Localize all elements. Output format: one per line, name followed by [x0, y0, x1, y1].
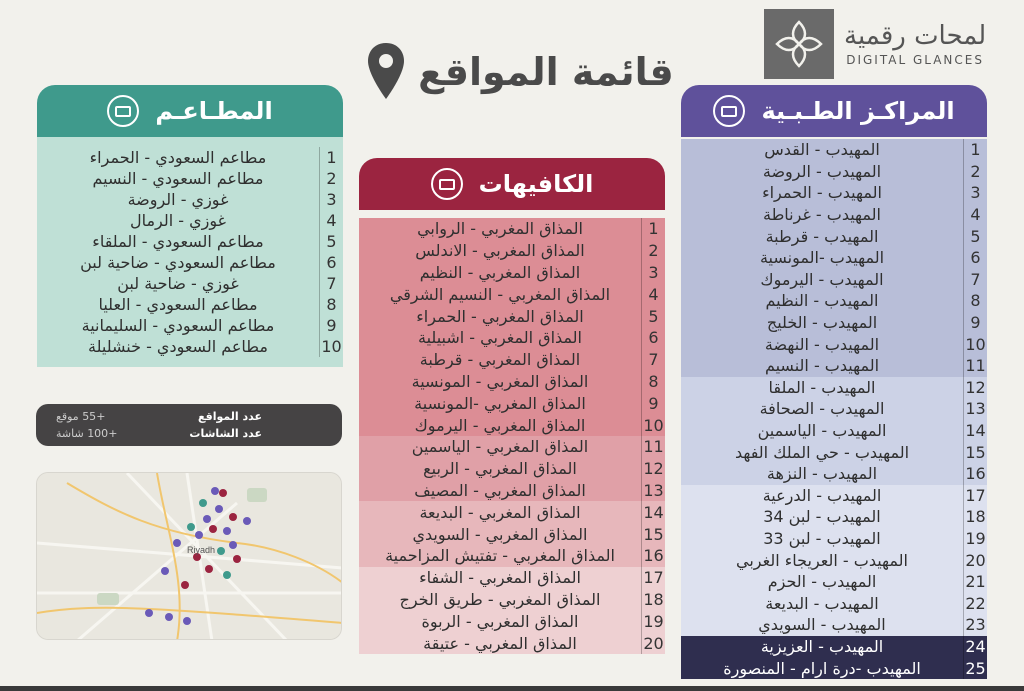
- list-item-label: المذاق المغربي - طريق الخرج: [399, 589, 601, 609]
- list-item: [37, 168, 343, 189]
- list-item-label: مطاعم السعودي - خنشليلة: [87, 337, 268, 356]
- list-item-number: 12: [641, 458, 665, 480]
- list-item-number: 4: [319, 210, 343, 231]
- locations-map: [36, 472, 342, 640]
- list-item-number: 20: [963, 549, 987, 571]
- list-item: [681, 592, 987, 614]
- list-item: [359, 414, 665, 436]
- list-item-label: غوزي - الرمال: [129, 211, 227, 230]
- list-item: [37, 189, 343, 210]
- list-item-label: المذاق المغربي - قرطبة: [419, 350, 581, 370]
- list-item: [681, 506, 987, 528]
- list-item-number: 4: [963, 204, 987, 226]
- list-item: [681, 355, 987, 377]
- list-item-label: المذاق المغربي - تفتيش المزاحمية: [385, 546, 615, 566]
- tv-screen-icon: [713, 95, 745, 127]
- list-item-label: المذاق المغربي -المونسية: [414, 393, 586, 413]
- logo-arabic-text: لمحات رقمية: [844, 21, 987, 51]
- screens-count-label: عدد الشاشات: [189, 427, 262, 440]
- list-item: [37, 315, 343, 336]
- list-item: [681, 528, 987, 550]
- list-item: [359, 240, 665, 262]
- list-item-number: 6: [641, 327, 665, 349]
- list-item-label: المذاق المغربي - النظيم: [419, 262, 581, 282]
- list-item-number: 24: [963, 636, 987, 658]
- list-item-label: مطاعم السعودي - السليمانية: [81, 316, 275, 335]
- list-item-label: المهيدب - الروضة: [762, 161, 882, 181]
- list-item-label: المهيدب - الصحافة: [759, 399, 885, 419]
- list-item-label: مطاعم السعودي - النسيم: [92, 169, 264, 188]
- list-item-label: المهيدب - الخليج: [766, 313, 878, 333]
- list-item: [359, 458, 665, 480]
- brand-logo: [764, 8, 1004, 80]
- list-item: [681, 636, 987, 658]
- list-item: [681, 161, 987, 183]
- list-item-number: 12: [963, 377, 987, 399]
- list-item-label: مطاعم السعودي - الحمراء: [89, 148, 267, 167]
- list-item-label: المهيدب - البديعة: [765, 593, 879, 613]
- list-item: [681, 139, 987, 161]
- medical-centers-list: [681, 137, 987, 684]
- list-item-number: 10: [641, 414, 665, 436]
- medical-centers-heading: المراكـز الطـبـية: [761, 97, 955, 125]
- list-item-label: المهيدب - الملقا: [768, 377, 876, 397]
- list-item: [359, 501, 665, 523]
- tv-screen-icon: [431, 168, 463, 200]
- list-item: [681, 441, 987, 463]
- list-item-label: المهيدب - النهضة: [764, 334, 880, 354]
- map-graphic: [37, 473, 342, 640]
- list-item-number: 16: [963, 463, 987, 485]
- list-item-number: 9: [963, 312, 987, 334]
- list-item-number: 5: [319, 231, 343, 252]
- list-item-number: 14: [641, 501, 665, 523]
- list-item-label: المهيدب - النزهة: [766, 464, 878, 484]
- list-item-label: المذاق المغربي - البديعة: [419, 502, 581, 522]
- list-item: [359, 545, 665, 567]
- list-item: [681, 333, 987, 355]
- list-item: [359, 349, 665, 371]
- list-item: [681, 225, 987, 247]
- list-item: [359, 567, 665, 589]
- cafes-header: [359, 158, 665, 210]
- list-item-number: 2: [963, 161, 987, 183]
- list-item: [359, 632, 665, 654]
- sites-count-value: +55 موقع: [56, 410, 106, 423]
- list-item-number: 7: [641, 349, 665, 371]
- list-item: [681, 247, 987, 269]
- list-item-number: 20: [641, 632, 665, 654]
- list-item-label: المهيدب - السويدي: [758, 615, 886, 635]
- list-item-number: 10: [963, 333, 987, 355]
- list-item-number: 18: [641, 589, 665, 611]
- list-item-label: المهيدب - الدرعية: [762, 485, 882, 505]
- list-item: [359, 327, 665, 349]
- medical-centers-header: [681, 85, 987, 137]
- list-item: [359, 392, 665, 414]
- list-item-label: مطاعم السعودي - الملقاء: [92, 232, 264, 251]
- list-item-number: 25: [963, 657, 987, 679]
- cafes-heading: الكافيهات: [478, 170, 594, 198]
- list-item: [681, 549, 987, 571]
- list-item-number: 1: [641, 218, 665, 240]
- cafes-list: [359, 210, 665, 660]
- list-item-label: المذاق المغربي - الياسمين: [411, 437, 589, 457]
- list-item: [37, 336, 343, 357]
- list-item-number: 6: [319, 252, 343, 273]
- logo-mark-icon: [764, 9, 834, 79]
- list-item: [359, 523, 665, 545]
- list-item-number: 18: [963, 506, 987, 528]
- list-item: [681, 485, 987, 507]
- list-item: [359, 218, 665, 240]
- list-item-label: المهيدب - الحمراء: [762, 183, 882, 203]
- page-header: [360, 42, 680, 102]
- list-item: [681, 657, 987, 679]
- list-item-number: 3: [963, 182, 987, 204]
- list-item: [359, 610, 665, 632]
- list-item-label: المهيدب - الياسمين: [757, 421, 887, 441]
- list-item-label: المذاق المغربي - النسيم الشرقي: [389, 284, 611, 304]
- list-item: [37, 231, 343, 252]
- list-item-label: المهيدب - اليرموك: [760, 269, 884, 289]
- list-item-number: 10: [319, 336, 343, 357]
- screens-count-value: +100 شاشة: [56, 427, 118, 440]
- list-item-number: 23: [963, 614, 987, 636]
- tv-screen-icon: [107, 95, 139, 127]
- list-item: [681, 204, 987, 226]
- list-item-number: 7: [319, 273, 343, 294]
- list-item-label: المذاق المغربي - الروابي: [417, 219, 583, 239]
- list-item-number: 11: [963, 355, 987, 377]
- list-item: [681, 182, 987, 204]
- list-item-label: المهيدب -المونسية: [759, 248, 885, 268]
- list-item-number: 17: [963, 485, 987, 507]
- list-item: [681, 398, 987, 420]
- list-item-number: 8: [963, 290, 987, 312]
- list-item-label: المهيدب - العريجاء الغربي: [736, 550, 908, 570]
- list-item-label: المهيدب - حي الملك الفهد: [734, 442, 910, 462]
- list-item-label: المذاق المغربي - المونسية: [411, 371, 589, 391]
- list-item-number: 19: [641, 610, 665, 632]
- map-city-label: Riyadh: [187, 545, 216, 555]
- list-item: [37, 147, 343, 168]
- list-item-label: مطاعم السعودي - العليا: [98, 295, 258, 314]
- list-item: [359, 589, 665, 611]
- list-item-number: 7: [963, 269, 987, 291]
- list-item-number: 4: [641, 283, 665, 305]
- list-item-number: 11: [641, 436, 665, 458]
- list-item-label: المهيدب - غرناطة: [762, 205, 881, 225]
- list-item-number: 22: [963, 592, 987, 614]
- list-item: [681, 420, 987, 442]
- list-item-label: المهيدب - لبن 34: [763, 507, 881, 527]
- list-item: [681, 571, 987, 593]
- list-item-label: المذاق المغربي - الربيع: [423, 459, 577, 479]
- list-item: [359, 283, 665, 305]
- list-item-number: 17: [641, 567, 665, 589]
- list-item-number: 13: [963, 398, 987, 420]
- list-item: [681, 269, 987, 291]
- list-item-label: غوزي - الروضة: [127, 190, 229, 209]
- bottom-bar: [0, 686, 1024, 691]
- page-title: قائمة المواقع: [418, 50, 674, 94]
- list-item-label: المهيدب -درة ارام - المنصورة: [723, 658, 921, 678]
- list-item: [359, 480, 665, 502]
- list-item: [37, 210, 343, 231]
- list-item: [359, 305, 665, 327]
- list-item-number: 15: [963, 441, 987, 463]
- list-item-label: المذاق المغربي - الشفاء: [419, 568, 581, 588]
- list-item-label: مطاعم السعودي - ضاحية لبن: [80, 253, 276, 272]
- list-item: [359, 262, 665, 284]
- list-item-label: المهيدب - النسيم: [764, 356, 880, 376]
- list-item: [681, 290, 987, 312]
- list-item-number: 14: [963, 420, 987, 442]
- list-item-label: المهيدب - العزيزية: [760, 636, 884, 656]
- list-item-number: 3: [641, 262, 665, 284]
- list-item-label: المذاق المغربي - اشبيلية: [418, 328, 582, 348]
- list-item: [681, 614, 987, 636]
- location-pin-icon: [366, 41, 406, 103]
- list-item-label: المذاق المغربي - المصيف: [414, 480, 586, 500]
- list-item-number: 5: [963, 225, 987, 247]
- list-item: [681, 377, 987, 399]
- list-item: [37, 294, 343, 315]
- list-item-number: 13: [641, 480, 665, 502]
- list-item-number: 21: [963, 571, 987, 593]
- list-item-number: 8: [319, 294, 343, 315]
- list-item-number: 9: [641, 392, 665, 414]
- list-item-label: المذاق المغربي - عتيقة: [423, 633, 577, 653]
- list-item-number: 2: [641, 240, 665, 262]
- list-item-label: المهيدب - النظيم: [765, 291, 879, 311]
- restaurants-list: [37, 137, 343, 367]
- list-item-label: المذاق المغربي - اليرموك: [414, 415, 586, 435]
- list-item-label: المهيدب - القدس: [764, 140, 880, 160]
- stats-box: [36, 404, 342, 446]
- list-item-label: المذاق المغربي - الربوة: [421, 611, 579, 631]
- list-item-number: 16: [641, 545, 665, 567]
- list-item: [359, 371, 665, 393]
- list-item-number: 15: [641, 523, 665, 545]
- list-item-label: المذاق المغربي - الحمراء: [416, 306, 584, 326]
- list-item-number: 9: [319, 315, 343, 336]
- list-item-label: المهيدب - لبن 33: [763, 528, 881, 548]
- list-item: [681, 463, 987, 485]
- list-item: [681, 312, 987, 334]
- list-item-label: المذاق المغربي - الاندلس: [415, 241, 585, 261]
- list-item-number: 3: [319, 189, 343, 210]
- restaurants-heading: المطـاعـم: [155, 97, 273, 125]
- list-item: [37, 252, 343, 273]
- list-item: [359, 436, 665, 458]
- list-item-label: المهيدب - الحزم: [767, 572, 877, 592]
- list-item-number: 8: [641, 371, 665, 393]
- list-item-number: 19: [963, 528, 987, 550]
- list-item-number: 1: [319, 147, 343, 168]
- list-item-label: المذاق المغربي - السويدي: [412, 524, 588, 544]
- list-item: [37, 273, 343, 294]
- logo-english-text: DIGITAL GLANCES: [846, 53, 984, 67]
- list-item-number: 5: [641, 305, 665, 327]
- sites-count-label: عدد المواقع: [197, 410, 262, 423]
- list-item-number: 2: [319, 168, 343, 189]
- list-item-number: 1: [963, 139, 987, 161]
- list-item-number: 6: [963, 247, 987, 269]
- restaurants-header: [37, 85, 343, 137]
- list-item-label: المهيدب - قرطبة: [765, 226, 879, 246]
- list-item-label: غوزي - ضاحية لبن: [117, 274, 239, 293]
